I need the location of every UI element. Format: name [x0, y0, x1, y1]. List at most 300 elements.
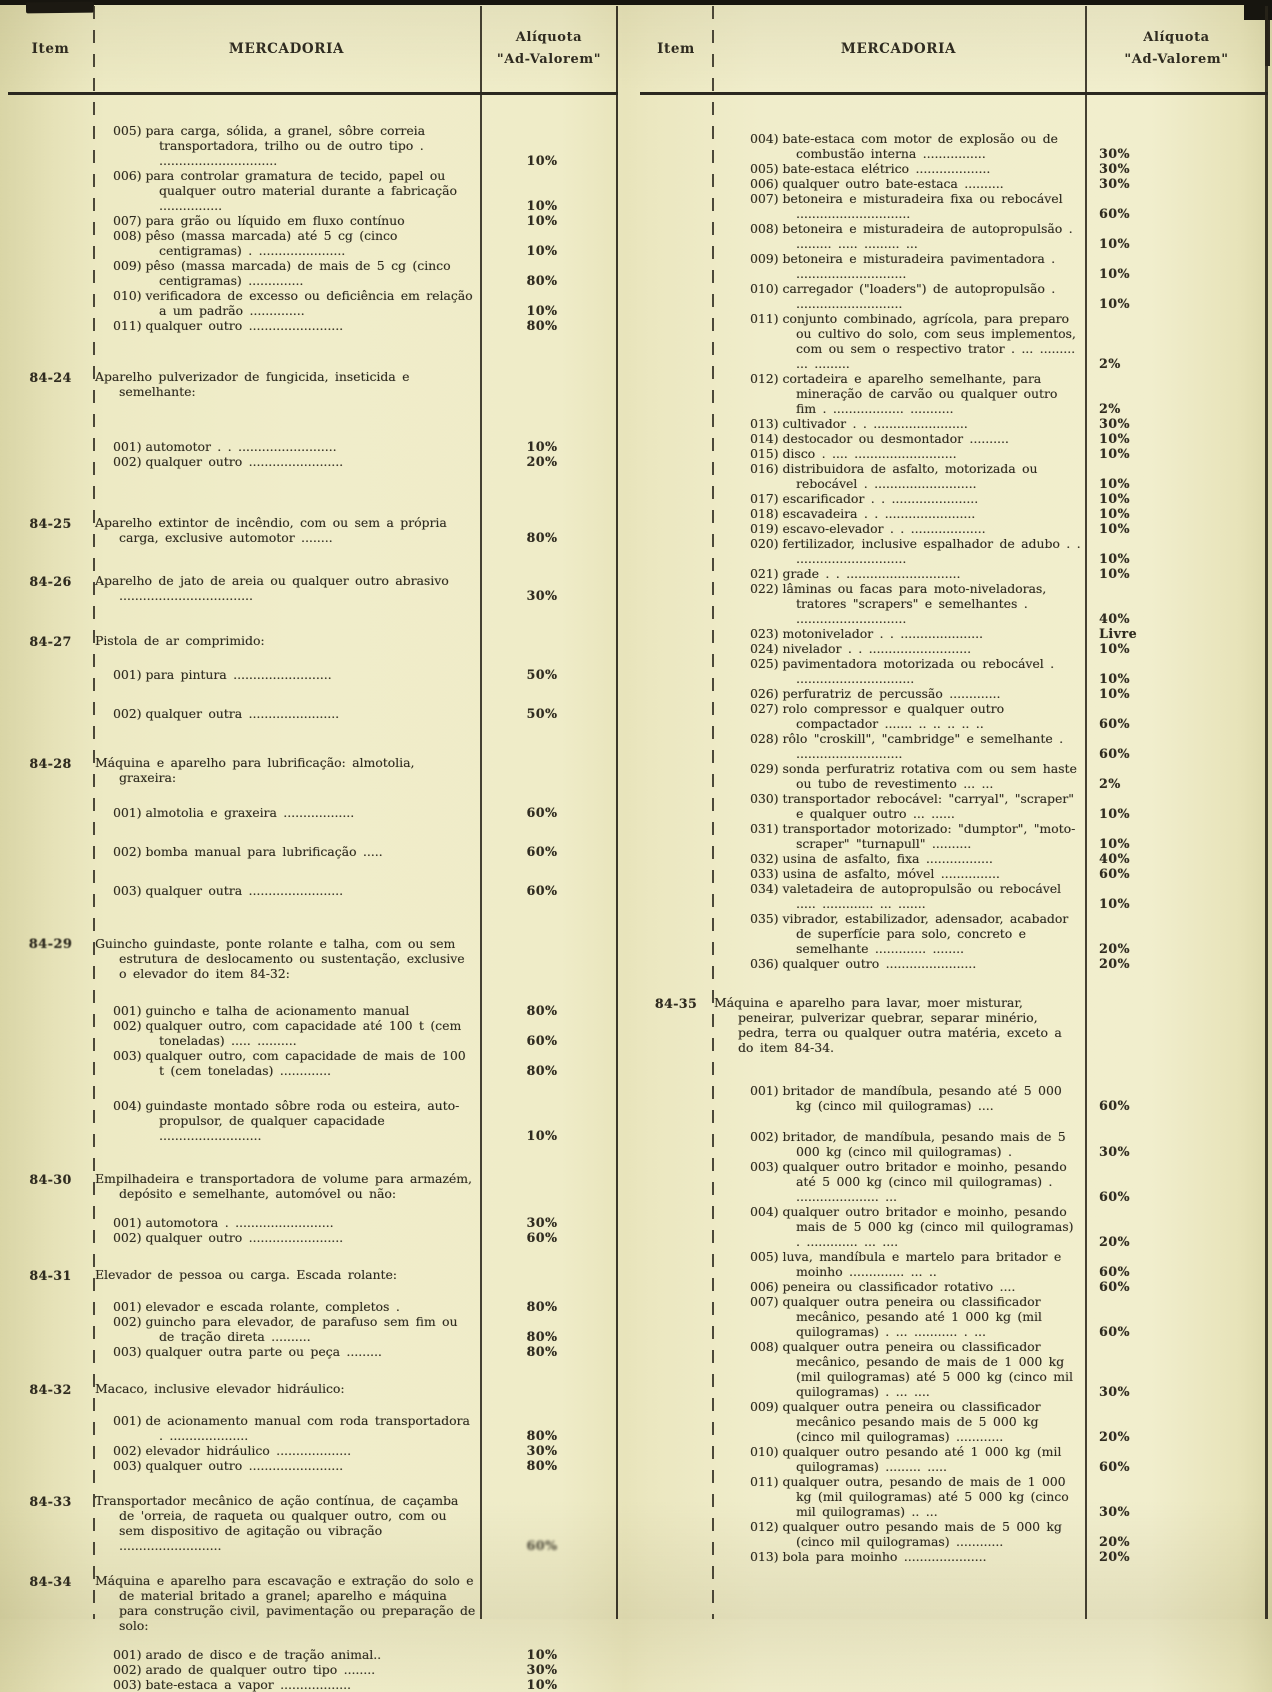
item-number: 84-35 [654, 996, 698, 1011]
item-number [640, 866, 712, 881]
aliquota-value: 10% [526, 1677, 558, 1692]
item-description: 008) betoneira e misturadeira de autopropulsão . ......... ..... ......... ... [750, 221, 1073, 251]
aliquota-value: 60% [1099, 866, 1130, 881]
item-description: 001) arado de disco e de tração animal.. [113, 1647, 382, 1662]
item-description: 005) bate-estaca elétrico ................... [750, 161, 991, 176]
aliquota-value: 10% [1099, 431, 1130, 446]
aliquota-value: 60% [526, 883, 558, 898]
aliquota-value: 80% [526, 273, 558, 288]
subitem-code: 001) [750, 1083, 779, 1098]
tariff-sub-row [8, 1215, 618, 1230]
item-number [8, 805, 93, 820]
item-number: 84-31 [29, 1268, 72, 1283]
tariff-sub-row [640, 851, 1268, 866]
subitem-code: 003) [113, 1344, 142, 1359]
subitem-code: 035) [750, 911, 779, 926]
item-number [640, 911, 712, 956]
item-description: Aparelho extintor de incêndio, com ou sem a própria carga, exclusive automotor ........ [95, 515, 447, 545]
item-description: 017) escarificador . . ...................... [750, 491, 979, 506]
item-number [8, 1314, 93, 1344]
aliquota-value: 50% [526, 706, 558, 721]
subitem-code: 007) [750, 1294, 779, 1309]
item-number [640, 131, 712, 161]
tariff-sub-row [640, 641, 1268, 656]
aliquota-value: 10% [1099, 296, 1130, 311]
tariff-sub-row [8, 454, 618, 469]
subitem-code: 012) [750, 371, 779, 386]
tariff-sub-row [640, 251, 1268, 281]
subitem-code: 001) [113, 1003, 142, 1018]
item-number: 84-29 [28, 937, 73, 952]
item-description: 006) para controlar gramatura de tecido, papel ou qualquer outro material durante a fabricação ................ [113, 168, 457, 213]
item-number [640, 176, 712, 191]
tariff-sub-row [8, 1443, 618, 1458]
subitem-code: 016) [750, 461, 779, 476]
tariff-sub-row [640, 491, 1268, 506]
item-description: 013) bola para moinho ..................... [750, 1549, 987, 1564]
aliquota-value: 80% [526, 318, 558, 333]
item-description: 003) qualquer outra ........................ [113, 883, 344, 898]
item-description: 005) para carga, sólida, a granel, sôbre correia transportadora, trilho ou de outro tipo . .............................. [113, 123, 426, 168]
item-number [8, 1458, 93, 1473]
subitem-code: 011) [750, 1474, 779, 1489]
item-description: 003) qualquer outro britador e moinho, pesando até 5 000 kg (cinco mil quilogramas) . ..................... ... [750, 1159, 1067, 1204]
item-number [8, 1098, 93, 1143]
item-description: 002) britador, de mandíbula, pesando mais de 5 000 kg (cinco mil quilogramas) . [750, 1129, 1066, 1159]
aliquota-value: 30% [526, 1215, 558, 1230]
item-number [8, 706, 93, 721]
tariff-sub-row [640, 506, 1268, 521]
aliquota-value: 30% [1099, 1504, 1130, 1519]
item-description: 011) qualquer outra, pesando de mais de 1 000 kg (mil quilogramas) até 5 000 kg (cinco mil quilogramas) .. ... [750, 1474, 1069, 1519]
tariff-sub-row [640, 956, 1268, 971]
item-description: 001) almotolia e graxeira .................. [113, 805, 355, 820]
subitem-code: 004) [750, 131, 779, 146]
subitem-code: 005) [750, 1249, 779, 1264]
item-number [640, 701, 712, 731]
aliquota-value: 10% [1099, 551, 1130, 566]
subitem-code: 006) [750, 1279, 779, 1294]
item-description: 006) qualquer outro bate-estaca .......... [750, 176, 1004, 191]
aliquota-value: 80% [526, 1063, 558, 1078]
item-number: 84-27 [29, 634, 72, 649]
subitem-code: 009) [113, 258, 142, 273]
aliquota-value: 30% [1099, 1144, 1130, 1159]
table-header [8, 6, 618, 95]
tariff-sub-row [8, 288, 618, 318]
tariff-sub-row [8, 1413, 618, 1443]
aliquota-value: Livre [1099, 626, 1138, 641]
item-description: 009) betoneira e misturadeira pavimentadora . ............................ [750, 251, 1056, 281]
tariff-sub-row [8, 168, 618, 213]
tariff-item-row [640, 995, 1268, 1055]
item-number [8, 454, 93, 469]
item-number: 84-28 [29, 756, 72, 771]
item-description: 002) bomba manual para lubrificação ..... [113, 844, 383, 859]
item-description: 002) qualquer outra ....................... [113, 706, 340, 721]
aliquota-value: 10% [526, 303, 558, 318]
item-description: 004) bate-estaca com motor de explosão ou de combustão interna ................ [750, 131, 1058, 161]
subitem-code: 001) [113, 667, 142, 682]
aliquota-value: 30% [1099, 146, 1130, 161]
tariff-item-row [8, 633, 618, 649]
item-description: 010) verificadora de excesso ou deficiência em relação a um padrão .............. [113, 288, 473, 318]
tariff-item-row [8, 1171, 618, 1201]
item-number: 84-33 [29, 1494, 72, 1509]
subitem-code: 030) [750, 791, 779, 806]
item-description: Elevador de pessoa ou carga. Escada rolante: [95, 1267, 397, 1282]
aliquota-value: 60% [1099, 1459, 1130, 1474]
tariff-item-row [8, 515, 618, 545]
item-description: 001) de acionamento manual com roda transportadora . .................... [113, 1413, 470, 1443]
subitem-code: 003) [750, 1159, 779, 1174]
aliquota-value [480, 1200, 618, 1201]
subitem-code: 007) [113, 213, 142, 228]
item-description: Máquina e aparelho para lubrificação: almotolia, graxeira: [95, 755, 415, 785]
aliquota-value: 60% [526, 1033, 558, 1048]
subitem-code: 002) [113, 1662, 142, 1677]
tariff-sub-row [640, 866, 1268, 881]
item-number: 84-34 [29, 1574, 72, 1589]
aliquota-value: 10% [526, 1128, 558, 1143]
item-description: 034) valetadeira de autopropulsão ou rebocável ..... ............. ... ....... [750, 881, 1062, 911]
tariff-sub-row [8, 1098, 618, 1143]
aliquota-value: 10% [526, 1647, 558, 1662]
tariff-item-row [8, 1493, 618, 1553]
tariff-sub-row [640, 1083, 1268, 1113]
subitem-code: 001) [113, 805, 142, 820]
subitem-code: 012) [750, 1519, 779, 1534]
aliquota-value: 80% [526, 1329, 558, 1344]
aliquota-value: 10% [526, 213, 558, 228]
tariff-sub-row [640, 176, 1268, 191]
tariff-table-left [8, 6, 618, 1692]
tariff-sub-row [640, 311, 1268, 371]
item-description: 018) escavadeira . . ....................... [750, 506, 976, 521]
tariff-sub-row [8, 1458, 618, 1473]
tariff-sub-row [8, 1003, 618, 1018]
subitem-code: 013) [750, 1549, 779, 1564]
item-description: 002) qualquer outro ........................ [113, 1230, 344, 1245]
item-number [8, 213, 93, 228]
tariff-sub-row [640, 1444, 1268, 1474]
item-description: 010) carregador ("loaders") de autopropulsão . ........................... [750, 281, 1056, 311]
subitem-code: 002) [113, 1018, 142, 1033]
aliquota-value: 80% [526, 1003, 558, 1018]
item-description: 028) rôlo "croskill", "cambridge" e semelhante . ........................... [750, 731, 1064, 761]
item-number [640, 851, 712, 866]
subitem-code: 007) [750, 191, 779, 206]
subitem-code: 002) [113, 454, 142, 469]
item-number [640, 1249, 712, 1279]
tariff-item-row [8, 755, 618, 785]
item-number [8, 1215, 93, 1230]
item-description: 019) escavo-elevador . . ................... [750, 521, 986, 536]
subitem-code: 034) [750, 881, 779, 896]
item-description: 026) perfuratriz de percussão ............. [750, 686, 1001, 701]
tariff-sub-row [640, 656, 1268, 686]
subitem-code: 010) [750, 1444, 779, 1459]
tariff-sub-row [640, 1159, 1268, 1204]
item-description: Guincho guindaste, ponte rolante e talha, com ou sem estrutura de deslocamento ou sustentação, exclusive o elevador do item 84-32: [95, 936, 465, 981]
tariff-sub-row [640, 626, 1268, 641]
aliquota-value: 30% [1099, 161, 1130, 176]
tariff-sub-row [640, 1399, 1268, 1444]
subitem-code: 020) [750, 536, 779, 551]
subitem-code: 023) [750, 626, 779, 641]
subitem-code: 033) [750, 866, 779, 881]
item-number [8, 318, 93, 333]
subitem-code: 009) [750, 251, 779, 266]
tariff-sub-row [8, 1230, 618, 1245]
item-number: 84-24 [29, 370, 72, 385]
table-header [640, 6, 1268, 95]
subitem-code: 013) [750, 416, 779, 431]
aliquota-value: 20% [1099, 956, 1130, 971]
subitem-code: 003) [113, 883, 142, 898]
table-body-right [640, 95, 1268, 1564]
aliquota-value: 30% [1099, 416, 1130, 431]
aliquota-value: 2% [1099, 356, 1121, 371]
item-number [8, 439, 93, 454]
subitem-code: 025) [750, 656, 779, 671]
aliquota-value: 60% [1099, 206, 1130, 221]
header-mercadoria: MERCADORIA [228, 41, 345, 57]
item-description: 005) luva, mandíbula e martelo para britador e moinho .............. ... .. [750, 1249, 1062, 1279]
item-number [640, 251, 712, 281]
item-number [640, 626, 712, 641]
item-number [8, 1018, 93, 1048]
subitem-code: 032) [750, 851, 779, 866]
tariff-sub-row [640, 161, 1268, 176]
aliquota-value: 80% [526, 530, 558, 545]
aliquota-value: 60% [526, 844, 558, 859]
item-number [640, 791, 712, 821]
tariff-sub-row [8, 123, 618, 168]
header-aliquota-line1: Alíquota [1143, 30, 1210, 45]
tariff-sub-row [640, 1204, 1268, 1249]
aliquota-value: 30% [1099, 1384, 1130, 1399]
item-number: 84-25 [29, 516, 72, 531]
item-description: 009) qualquer outra peneira ou classificador mecânico pesando mais de 5 000 kg (cinco mil quilogramas) ............ [750, 1399, 1041, 1444]
item-number [640, 1294, 712, 1339]
item-description: 002) elevador hidráulico ................... [113, 1443, 352, 1458]
subitem-code: 004) [750, 1204, 779, 1219]
tariff-sub-row [8, 1344, 618, 1359]
item-description: Pistola de ar comprimido: [95, 633, 265, 648]
item-number [8, 123, 93, 168]
item-number [8, 1003, 93, 1018]
tariff-sub-row [640, 461, 1268, 491]
aliquota-value: 60% [526, 1230, 558, 1245]
item-description: 014) destocador ou desmontador .......... [750, 431, 1009, 446]
subitem-code: 022) [750, 581, 779, 596]
tariff-item-row [8, 573, 618, 603]
subitem-code: 002) [113, 1443, 142, 1458]
item-description: 029) sonda perfuratriz rotativa com ou sem haste ou tubo de revestimento ... ... [750, 761, 1077, 791]
item-number [640, 281, 712, 311]
subitem-code: 002) [113, 1230, 142, 1245]
item-number [640, 1519, 712, 1549]
item-number [640, 1399, 712, 1444]
tariff-sub-row [8, 1048, 618, 1078]
item-number [640, 1444, 712, 1474]
aliquota-value [1085, 1054, 1268, 1055]
aliquota-value: 60% [1099, 1324, 1130, 1339]
aliquota-value: 40% [1099, 611, 1130, 626]
item-description: 004) qualquer outro britador e moinho, pesando mais de 5 000 kg (cinco mil quilogramas) . ............. ... .... [750, 1204, 1074, 1249]
tariff-sub-row [640, 521, 1268, 536]
item-number [640, 566, 712, 581]
aliquota-value: 80% [526, 1299, 558, 1314]
item-number [640, 1083, 712, 1113]
aliquota-value: 20% [526, 454, 558, 469]
tariff-sub-row [8, 228, 618, 258]
item-number: 84-32 [29, 1382, 72, 1397]
aliquota-value: 10% [1099, 521, 1130, 536]
item-description: 020) fertilizador, inclusive espalhador de adubo . . ............................ [750, 536, 1081, 566]
subitem-code: 003) [113, 1677, 142, 1692]
item-description: 002) arado de qualquer outro tipo ........ [113, 1662, 376, 1677]
tariff-sub-row [640, 536, 1268, 566]
subitem-code: 005) [113, 123, 142, 138]
item-number [8, 288, 93, 318]
subitem-code: 002) [113, 706, 142, 721]
aliquota-value: 60% [526, 805, 558, 820]
aliquota-value [480, 648, 618, 649]
subitem-code: 008) [113, 228, 142, 243]
item-description: 007) betoneira e misturadeira fixa ou rebocável ............................. [750, 191, 1063, 221]
aliquota-value: 80% [526, 1344, 558, 1359]
subitem-code: 017) [750, 491, 779, 506]
item-number [8, 1048, 93, 1078]
subitem-code: 024) [750, 641, 779, 656]
aliquota-value: 80% [526, 1428, 558, 1443]
subitem-code: 015) [750, 446, 779, 461]
header-aliquota [480, 27, 618, 71]
item-number [8, 228, 93, 258]
item-number [640, 731, 712, 761]
item-description: 001) elevador e escada rolante, completos . [113, 1299, 400, 1314]
item-number [8, 258, 93, 288]
tariff-sub-row [640, 581, 1268, 626]
item-description: 006) peneira ou classificador rotativo .... [750, 1279, 1016, 1294]
aliquota-value: 60% [1099, 1279, 1130, 1294]
item-description: 001) guincho e talha de acionamento manual [113, 1003, 410, 1018]
subitem-code: 001) [113, 439, 142, 454]
subitem-code: 008) [750, 1339, 779, 1354]
tariff-sub-row [640, 1549, 1268, 1564]
tariff-sub-row [8, 213, 618, 228]
item-description: 016) distribuidora de asfalto, motorizada ou rebocável . .......................... [750, 461, 1038, 491]
aliquota-value: 2% [1099, 401, 1121, 416]
tariff-sub-row [640, 221, 1268, 251]
aliquota-value: 10% [1099, 806, 1130, 821]
item-description: 022) lâminas ou facas para moto-niveladoras, tratores "scrapers" e semelhantes . ............................ [750, 581, 1047, 626]
item-number [640, 1204, 712, 1249]
aliquota-value: 10% [1099, 671, 1130, 686]
tariff-sub-row [640, 911, 1268, 956]
tariff-sub-row [640, 566, 1268, 581]
subitem-code: 027) [750, 701, 779, 716]
item-number [640, 461, 712, 491]
subitem-code: 019) [750, 521, 779, 536]
aliquota-value: 10% [1099, 476, 1130, 491]
item-description: 003) bate-estaca a vapor .................. [113, 1677, 351, 1692]
item-description: 001) automotora . ......................... [113, 1215, 334, 1230]
subitem-code: 014) [750, 431, 779, 446]
item-description: 004) guindaste montado sôbre roda ou esteira, auto-propulsor, de qualquer capacidade .......................... [113, 1098, 460, 1143]
aliquota-value: 60% [1099, 1098, 1130, 1113]
tariff-table-right [640, 6, 1268, 1619]
aliquota-value: 50% [526, 667, 558, 682]
item-description: 031) transportador motorizado: "dumptor", "moto-scraper" "turnapull" .......... [750, 821, 1076, 851]
item-number [8, 1344, 93, 1359]
aliquota-value: 10% [1099, 836, 1130, 851]
tariff-sub-row [8, 258, 618, 288]
item-number [640, 881, 712, 911]
header-aliquota-line1: Alíquota [515, 30, 583, 45]
tariff-sub-row [640, 1279, 1268, 1294]
header-item: Item [31, 41, 70, 57]
header-item: Item [657, 41, 695, 57]
item-number [8, 667, 93, 682]
item-description: 003) qualquer outro ........................ [113, 1458, 344, 1473]
subitem-code: 028) [750, 731, 779, 746]
tariff-sub-row [8, 318, 618, 333]
tariff-sub-row [640, 1129, 1268, 1159]
item-number [640, 521, 712, 536]
tariff-sub-row [8, 844, 618, 859]
aliquota-value: 10% [1099, 641, 1130, 656]
item-number [8, 1299, 93, 1314]
item-description: 007) para grão ou líquido em fluxo contínuo [113, 213, 405, 228]
aliquota-value: 20% [1099, 1429, 1130, 1444]
tariff-sub-row [640, 821, 1268, 851]
aliquota-value: 10% [526, 153, 558, 168]
tariff-item-row [8, 369, 618, 399]
item-description: Transportador mecânico de ação contínua, de caçamba de 'orreia, de raqueta ou qualquer outro, com ou sem dispositivo de agitação ou vibração .......................... [95, 1493, 459, 1553]
item-description: 002) qualquer outro ........................ [113, 454, 344, 469]
aliquota-value: 30% [1099, 176, 1130, 191]
tariff-sub-row [640, 731, 1268, 761]
aliquota-value: 30% [526, 1443, 558, 1458]
subitem-code: 018) [750, 506, 779, 521]
item-number [640, 1339, 712, 1399]
item-number [640, 536, 712, 566]
aliquota-value: 60% [1099, 1189, 1130, 1204]
subitem-code: 031) [750, 821, 779, 836]
item-number [640, 491, 712, 506]
item-number [8, 1677, 93, 1692]
subitem-code: 003) [113, 1048, 142, 1063]
item-number [640, 191, 712, 221]
item-description: Empilhadeira e transportadora de volume para armazém, depósito e semelhante, automóvel ou não: [95, 1171, 472, 1201]
item-description: 023) motonivelador . . ..................... [750, 626, 983, 641]
item-description: 008) pêso (massa marcada) até 5 cg (cinco centigramas) . ...................... [113, 228, 398, 258]
item-description: 003) qualquer outra parte ou peça ......... [113, 1344, 382, 1359]
item-description: 008) qualquer outra peneira ou classificador mecânico, pesando de mais de 1 000 kg (mil quilogramas) até 5 000 kg (cinco mil quilogramas) . ... .... [750, 1339, 1073, 1399]
tariff-sub-row [640, 1474, 1268, 1519]
item-description: 002) guincho para elevador, de parafuso sem fim ou de tração direta .......... [113, 1314, 458, 1344]
item-number [640, 311, 712, 371]
aliquota-value: 10% [1099, 506, 1130, 521]
aliquota-value: 60% [526, 1538, 558, 1553]
aliquota-value [480, 1632, 618, 1633]
item-description: 032) usina de asfalto, fixa ................. [750, 851, 993, 866]
subitem-code: 036) [750, 956, 779, 971]
aliquota-value: 60% [1099, 716, 1130, 731]
